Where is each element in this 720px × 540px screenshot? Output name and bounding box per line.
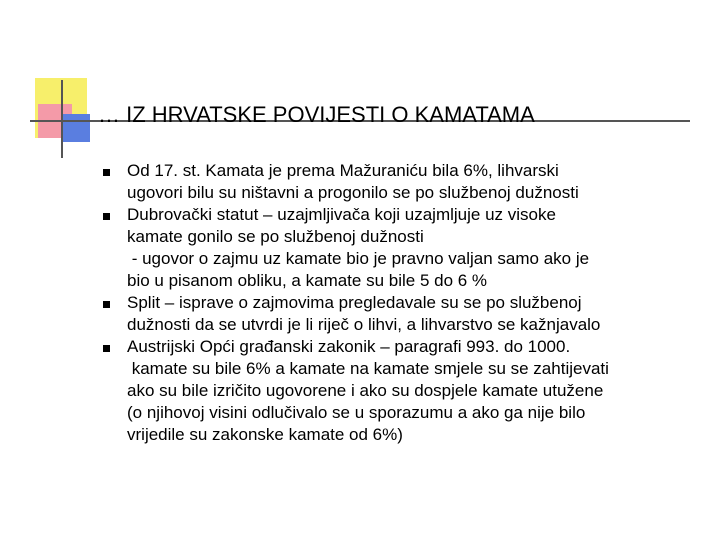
bullet-item-2: [101, 204, 711, 292]
text-line: Od 17. st. Kamata je prema Mažuraniću bila 6%, lihvarski: [127, 161, 559, 180]
text-line: kamate su bile 6% a kamate na kamate smjele su se zahtijevati: [127, 359, 609, 378]
square-bullet-icon: [103, 213, 110, 220]
bullet-list: [101, 160, 711, 446]
text-line: Austrijski Opći građanski zakonik – paragrafi 993. do 1000.: [127, 337, 571, 356]
text-line: Split – isprave o zajmovima pregledavale su se po službenoj: [127, 293, 582, 312]
text-line: ugovori bilu su ništavni a progonilo se po službenoj dužnosti: [127, 183, 579, 202]
square-bullet-icon: [103, 301, 110, 308]
slide-title: … IZ HRVATSKE POVIJESTI O KAMATAMA: [98, 102, 535, 127]
decor-blue-square: [62, 114, 90, 142]
text-line: bio u pisanom obliku, a kamate su bile 5 do 6 %: [127, 271, 488, 290]
square-bullet-icon: [103, 345, 110, 352]
text-line: vrijedile su zakonske kamate od 6%): [127, 425, 403, 444]
square-bullet-icon: [103, 169, 110, 176]
bullet-item-4: [101, 336, 711, 446]
decor-vertical-line: [61, 80, 63, 158]
text-line: kamate gonilo se po službenoj dužnosti: [127, 227, 424, 246]
bullet-item-1: [101, 160, 711, 204]
text-line: ako su bile izričito ugovorene i ako su dospjele kamate utužene: [127, 381, 604, 400]
text-line: - ugovor o zajmu uz kamate bio je pravno valjan samo ako je: [127, 249, 590, 268]
text-line: dužnosti da se utvrdi je li riječ o lihvi, a lihvarstvo se kažnjavalo: [127, 315, 601, 334]
text-line: Dubrovački statut – uzajmljivača koji uzajmljuje uz visoke: [127, 205, 556, 224]
bullet-item-3: [101, 292, 711, 336]
text-line: (o njihovoj visini odlučivalo se u sporazumu a ako ga nije bilo: [127, 403, 586, 422]
